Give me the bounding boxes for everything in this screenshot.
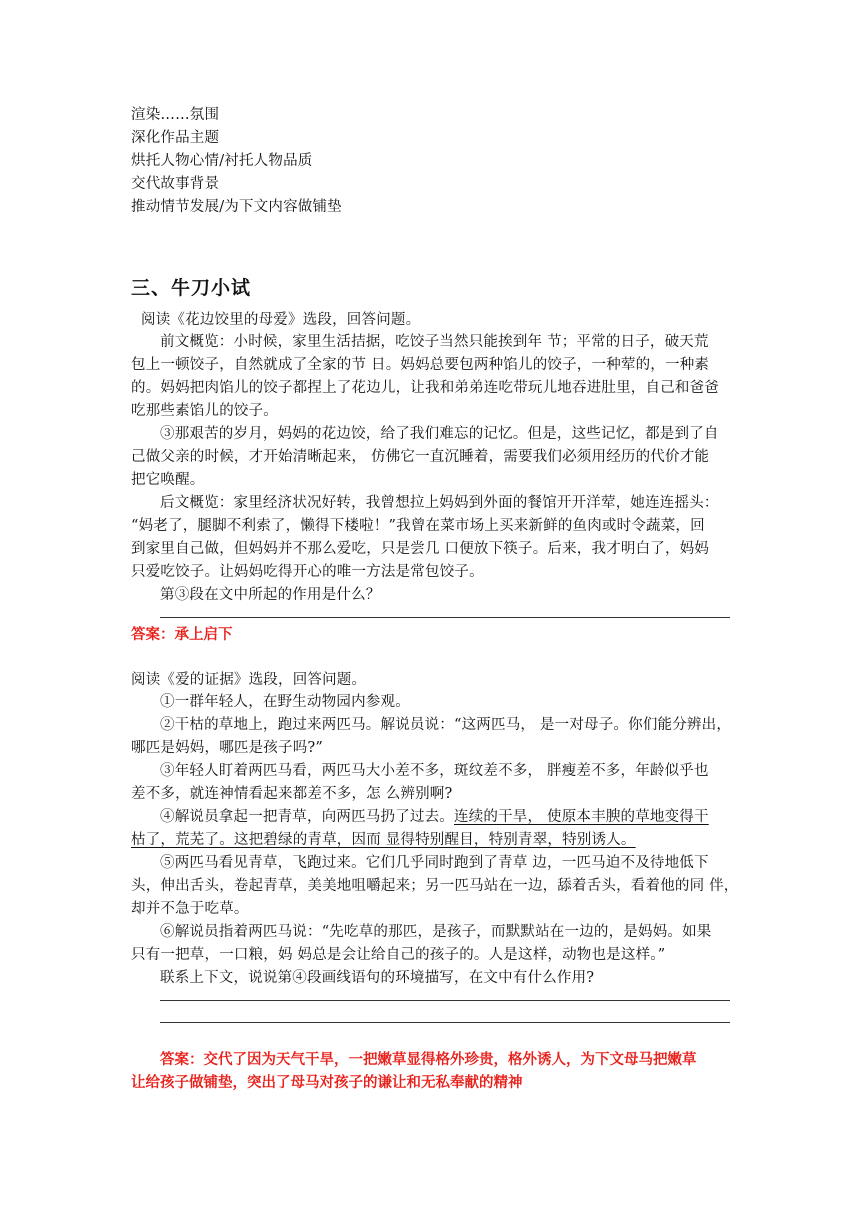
q2-answer: 答案：交代了因为天气干旱，一把嫩草显得格外珍贵，格外诱人，为下文母马把嫩草 — [160, 1052, 697, 1068]
q2-paragraph: ⑥解说员指着两匹马说：“先吃草的那匹，是孩子，而默默站在一边的，是妈妈。如果 — [160, 924, 712, 940]
q1-line: 后文概览：家里经济状况好转，我曾想拉上妈妈到外面的餐馆开开洋荤，她连连摇头： — [160, 495, 719, 511]
q2-paragraph: 却并不急于吃草。 — [131, 901, 249, 917]
q1-intro: 阅读《花边饺里的母爱》选段，回答问题。 — [141, 312, 421, 328]
q2-paragraph: 哪匹是妈妈，哪匹是孩子吗?” — [131, 740, 323, 756]
q2-paragraph: 只有一把草，一口粮，妈 妈总是会让给自己的孩子的。人是这样，动物也是这样。” — [131, 947, 666, 963]
q2-paragraph: 头，伸出舌头，卷起青草，美美地咀嚼起来；另一匹马站在一边，舔着舌头，看着他的同 伴， — [131, 878, 739, 894]
q1-answer: 答案：承上启下 — [131, 627, 233, 643]
answer-line — [160, 1022, 730, 1023]
underlined-sentence: 枯了，荒芜了。这把碧绿的青草，因而 显得特别醒目，特别青翠，特别诱人。 — [131, 832, 636, 848]
q2-paragraph — [160, 807, 760, 827]
q1-line: 己做父亲的时候，才开始清晰起来， 仿佛它一直沉睡着，需要我们必须用经历的代价才能 — [131, 449, 710, 465]
q1-line: 前文概览：小时候，家里生活拮据，吃饺子当然只能挨到年 节；平常的日子，破天荒 — [160, 334, 709, 350]
list-item: 深化作品主题 — [131, 130, 220, 146]
q1-line: “妈老了，腿脚不利索了，懒得下楼啦！”我曾在菜市场上买来新鲜的鱼肉或时令蔬菜，回 — [131, 518, 705, 534]
q1-line: 到家里自己做，但妈妈并不那么爱吃，只是尝几 口便放下筷子。后来，我才明白了，妈妈 — [131, 541, 710, 557]
q1-line: 吃那些素馅儿的饺子。 — [131, 403, 278, 419]
list-item: 渲染……氛围 — [131, 107, 220, 123]
q1-line: 的。妈妈把肉馅儿的饺子都捏上了花边儿，让我和弟弟连吃带玩儿地吞进肚里，自己和爸爸 — [131, 380, 719, 396]
list-item: 交代故事背景 — [131, 176, 220, 192]
q2-paragraph: ③年轻人盯着两匹马看，两匹马大小差不多，斑纹差不多， 胖瘦差不多，年龄似乎也 — [160, 763, 709, 779]
q1-line: 把它唤醒。 — [131, 472, 205, 488]
q2-question: 联系上下文，说说第④段画线语句的环境描写，在文中有什么作用? — [160, 970, 595, 986]
list-item: 推动情节发展/为下文内容做铺垫 — [131, 199, 342, 215]
q2-paragraph: 差不多，就连神情看起来都差不多，怎 么辨别啊? — [131, 786, 453, 802]
answer-line — [160, 1000, 730, 1001]
q1-question: 第③段在文中所起的作用是什么？ — [160, 587, 381, 603]
section-heading: 三、牛刀小试 — [131, 277, 252, 299]
q2-paragraph: ②干枯的草地上，跑过来两匹马。解说员说：“这两匹马， 是一对母子。你们能分辨出， — [160, 717, 732, 733]
answer-line — [160, 617, 730, 618]
q2-paragraph: ①一群年轻人，在野生动物园内参观。 — [160, 694, 410, 710]
q2-intro: 阅读《爱的证据》选段，回答问题。 — [131, 672, 367, 688]
plain-text: ④解说员拿起一把青草，向两匹马扔了过去。 — [160, 809, 454, 825]
list-item: 烘托人物心情/衬托人物品质 — [131, 153, 313, 169]
underlined-sentence: 连续的干旱， 使原本丰腴的草地变得干 — [454, 809, 709, 825]
q1-line: 包上一顿饺子，自然就成了全家的节 日。妈妈总要包两种馅儿的饺子，一种荤的，一种素 — [131, 357, 710, 373]
q1-line: 只爱吃饺子。让妈妈吃得开心的唯一方法是常包饺子。 — [131, 564, 484, 580]
q2-paragraph: ⑤两匹马看见青草，飞跑过来。它们几乎同时跑到了青草 边，一匹马迫不及待地低下 — [160, 855, 709, 871]
q1-line: ③那艰苦的岁月，妈妈的花边饺，给了我们难忘的记忆。但是，这些记忆，都是到了自 — [160, 426, 719, 442]
q2-answer: 让给孩子做铺垫，突出了母马对孩子的谦让和无私奉献的精神 — [131, 1075, 523, 1091]
